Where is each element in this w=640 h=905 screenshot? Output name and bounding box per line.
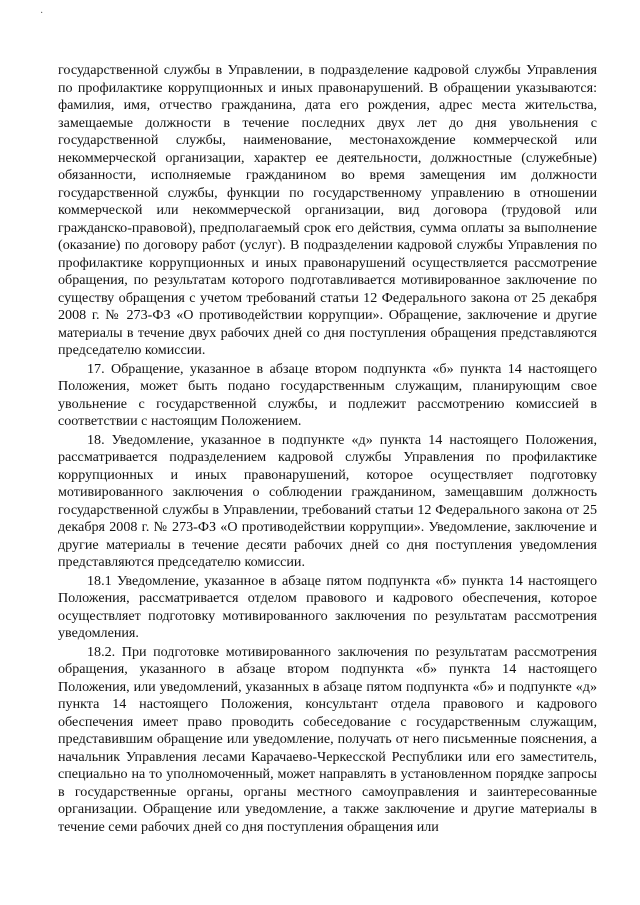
paragraph-18-1: 18.1 Уведомление, указанное в абзаце пятом подпункта «б» пункта 14 настоящего Положения, рассматривается отделом правового и кадрового обеспечения, которое осуществляет подготовку мотивированного заключения по результатам рассмотрения уведомления.	[58, 572, 597, 641]
paragraph-17: 17. Обращение, указанное в абзаце втором подпункта «б» пункта 14 настоящего Положения, может быть подано государственным служащим, планирующим свое увольнение с государственной службы, и подлежит рассмотрению комиссией в соответствии с настоящим Положением.	[58, 360, 597, 429]
paragraph-18-2: 18.2. При подготовке мотивированного заключения по результатам рассмотрения обращения, указанного в абзаце втором подпункта «б» пункта 14 настоящего Положения, или уведомлений, указанных в абзаце пятом подпункта «б» и подпункте «д» пункта 14 настоящего Положения, консультант отдела правового и кадрового обеспечения имеет право проводить собеседование с государственным служащим, представившим обращение или уведомление, получать от него письменные пояснения, а начальник Управления лесами Карачаево-Черкесской Республики или его заместитель, специально на то уполномоченный, может направлять в установленном порядке запросы в государственные органы, органы местного самоуправления и заинтересованные организации. Обращение или уведомление, а также заключение и другие материалы в течение семи рабочих дней со дня поступления обращения или	[58, 643, 597, 835]
paragraph-18: 18. Уведомление, указанное в подпункте «д» пункта 14 настоящего Положения, рассматривается подразделением кадровой службы Управления по профилактике коррупционных и иных правонарушений, которое осуществляет подготовку мотивированного заключения о соблюдении гражданином, замещавшим должность государственной службы в Управлении, требований статьи 12 Федерального закона от 25 декабря 2008 г. № 273-ФЗ «О противодействии коррупции». Уведомление, заключение и другие материалы в течение десяти рабочих дней со дня поступления уведомления представляются председателю комиссии.	[58, 431, 597, 570]
paragraph-continuation: государственной службы в Управлении, в подразделение кадровой службы Управления по профилактике коррупционных и иных правонарушений. В обращении указываются: фамилия, имя, отчество гражданина, дата его рождения, адрес места жительства, замещаемые должности в течение последних двух лет до дня увольнения с государственной службы, наименование, местонахождение коммерческой или некоммерческой организации, характер ее деятельности, должностные (служебные) обязанности, исполняемые гражданином во время замещения им должности государственной службы, функции по государственному управлению в отношении коммерческой или некоммерческой организации, вид договора (трудовой или гражданско-правовой), предполагаемый срок его действия, сумма оплаты за выполнение (оказание) по договору работ (услуг). В подразделении кадровой службы Управления по профилактике коррупционных и иных правонарушений осуществляется рассмотрение обращения, по результатам которого подготавливается мотивированное заключение по существу обращения с учетом требований статьи 12 Федерального закона от 25 декабря 2008 г. № 273-ФЗ «О противодействии коррупции». Обращение, заключение и другие материалы в течение двух рабочих дней со дня поступления обращения представляются председателю комиссии.	[58, 62, 597, 358]
scan-mark: ·	[40, 8, 44, 19]
document-body	[58, 62, 597, 836]
